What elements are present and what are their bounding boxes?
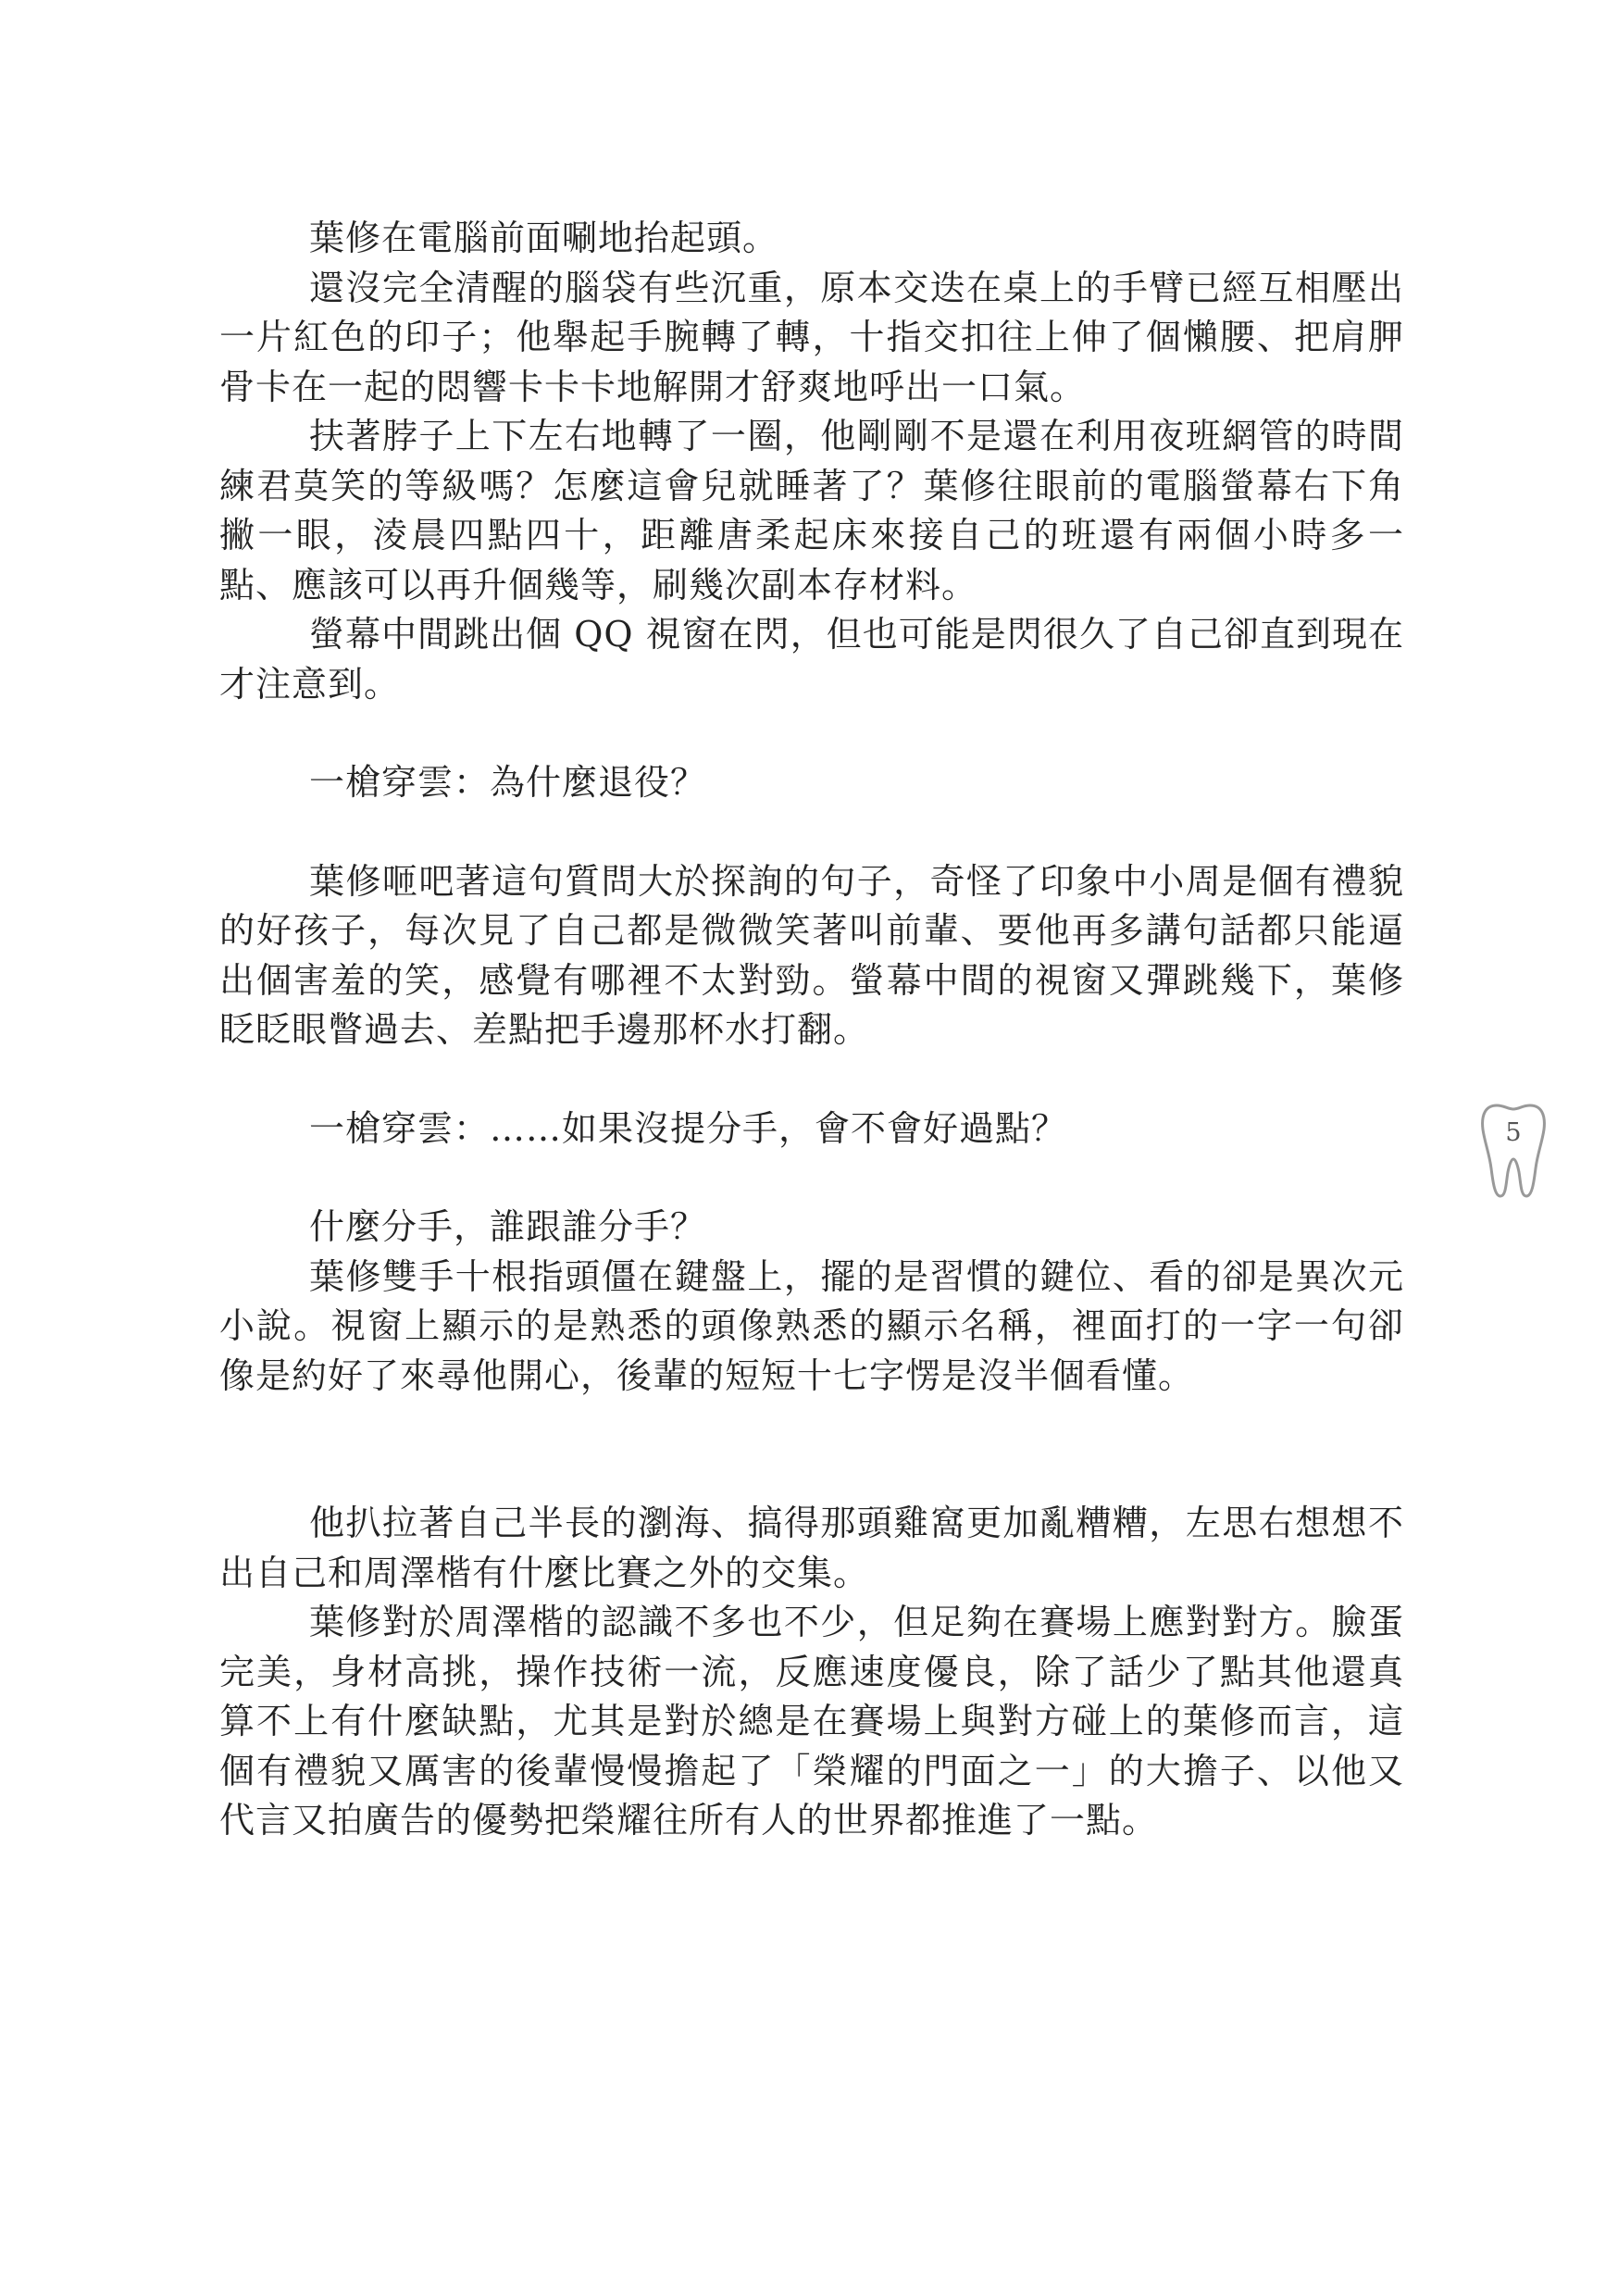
paragraph-spacer [219, 1055, 1404, 1104]
thumb-tab [1478, 1102, 1549, 1202]
page-body [219, 214, 1404, 1846]
tooth-icon [1478, 1102, 1549, 1202]
paragraph-spacer [219, 709, 1404, 758]
body-paragraph: 他扒拉著自己半長的瀏海、搞得那頭雞窩更加亂糟糟，左思右想想不出自己和周澤楷有什麼比賽之外的交集。 [219, 1503, 1404, 1593]
body-paragraph: 一槍穿雲：……如果沒提分手，會不會好過點？ [309, 1107, 1068, 1149]
body-paragraph: 葉修咂吧著這句質問大於探詢的句子，奇怪了印象中小周是個有禮貌的好孩子，每次見了自己都是微微笑著叫前輩、要他再多講句話都只能逼出個害羞的笑，感覺有哪裡不太對勁。螢幕中間的視窗又彈跳幾下，葉修眨眨眼瞥過去、差點把手邊那杯水打翻。 [219, 860, 1404, 1050]
body-paragraph: 螢幕中間跳出個 QQ 視窗在閃，但也可能是閃很久了自己卻直到現在才注意到。 [219, 614, 1404, 705]
body-paragraph: 葉修對於周澤楷的認識不多也不少，但足夠在賽場上應對對方。臉蛋完美，身材高挑，操作技術一流，反應速度優良，除了話少了點其他還真算不上有什麼缺點，尤其是對於總是在賽場上與對方碰上的葉修而言，這個有禮貌又厲害的後輩慢慢擔起了「榮耀的門面之一」的大擔子、以他又代言又拍廣告的優勢把榮耀往所有人的世界都推進了一點。 [219, 1602, 1404, 1841]
body-paragraph: 葉修雙手十根指頭僵在鍵盤上，擺的是習慣的鍵位、看的卻是異次元小說。視窗上顯示的是熟悉的頭像熟悉的顯示名稱，裡面打的一字一句卻像是約好了來尋他開心，後輩的短短十七字愣是沒半個看懂。 [219, 1255, 1404, 1396]
body-paragraph: 葉修在電腦前面唰地抬起頭。 [309, 218, 779, 258]
page-number: 5 [1505, 1118, 1522, 1147]
paragraph-spacer [219, 808, 1404, 857]
body-paragraph: 還沒完全清醒的腦袋有些沉重，原本交迭在桌上的手臂已經互相壓出一片紅色的印子；他舉起手腕轉了轉，十指交扣往上伸了個懶腰、把肩胛骨卡在一起的悶響卡卡卡地解開才舒爽地呼出一口氣。 [219, 267, 1404, 407]
paragraph-spacer [219, 1154, 1404, 1203]
body-paragraph: 一槍穿雲：為什麼退役？ [309, 762, 707, 803]
paragraph-spacer [219, 1401, 1404, 1499]
body-paragraph: 扶著脖子上下左右地轉了一圈，他剛剛不是還在利用夜班網管的時間練君莫笑的等級嗎？怎麼這會兒就睡著了？葉修往眼前的電腦螢幕右下角撇一眼，淩晨四點四十，距離唐柔起床來接自己的班還有兩個小時多一點、應該可以再升個幾等，刷幾次副本存材料。 [219, 416, 1404, 605]
body-paragraph: 什麼分手，誰跟誰分手？ [309, 1206, 707, 1247]
